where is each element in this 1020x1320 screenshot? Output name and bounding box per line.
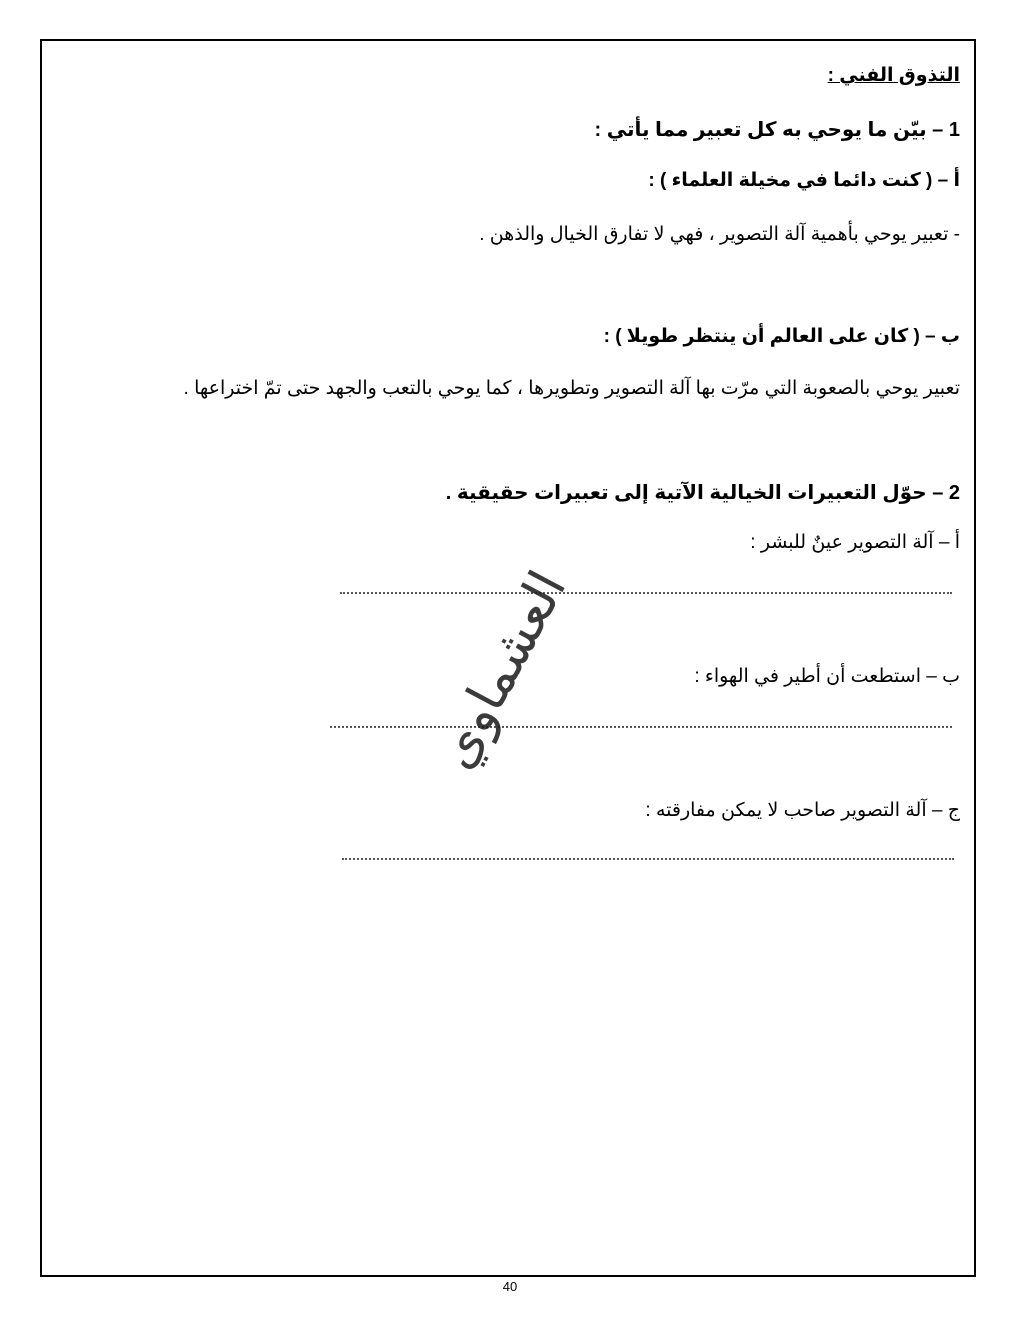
- watermark-signature: العشماوي: [425, 561, 579, 779]
- answer-line-2b[interactable]: [330, 726, 952, 728]
- section-title: التذوق الفني :: [827, 65, 960, 86]
- question-2-heading: 2 – حوّل التعبيرات الخيالية الآتية إلى تعبيرات حقيقية .: [445, 482, 960, 504]
- question-2b-label: ب – استطعت أن أطير في الهواء :: [694, 666, 960, 687]
- question-1a-answer: - تعبير يوحي بأهمية آلة التصوير ، فهي لا تفارق الخيال والذهن .: [479, 224, 960, 245]
- question-1a-label: أ – ( كنت دائما في مخيلة العلماء ) :: [648, 170, 960, 191]
- answer-line-2c[interactable]: [342, 858, 954, 860]
- question-1b-answer: تعبير يوحي بالصعوبة التي مرّت بها آلة التصوير وتطويرها ، كما يوحي بالتعب والجهد حتى تمّ اختراعها .: [183, 378, 960, 399]
- page-number: 40: [502, 1279, 518, 1294]
- question-2a-label: أ – آلة التصوير عينٌ للبشر :: [750, 532, 960, 553]
- question-1-heading: 1 – بيّن ما يوحي به كل تعبير مما يأتي :: [594, 119, 960, 141]
- question-2c-label: ج – آلة التصوير صاحب لا يمكن مفارقته :: [645, 800, 960, 821]
- answer-line-2a[interactable]: [340, 592, 952, 594]
- question-1b-label: ب – ( كان على العالم أن ينتظر طويلا ) :: [603, 326, 960, 347]
